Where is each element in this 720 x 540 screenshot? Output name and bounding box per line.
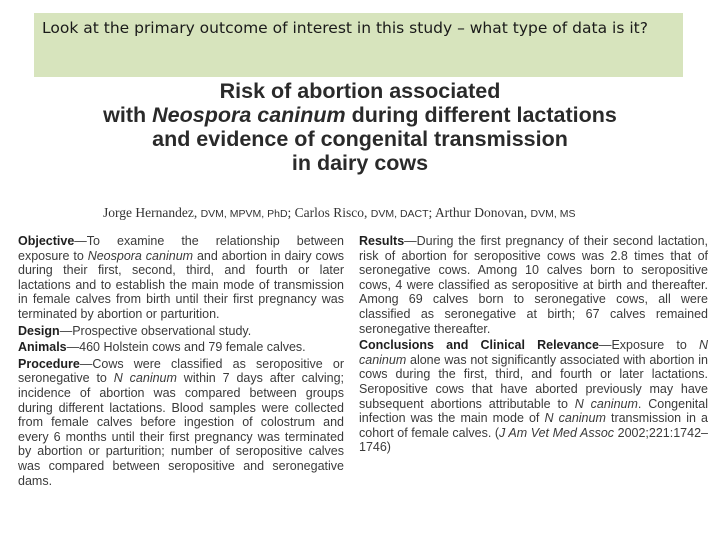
author-list — [103, 205, 575, 221]
procedure-label: Procedure — [18, 356, 80, 371]
conclusions-text-cont: . Congenital infection was the main mode of — [359, 396, 709, 426]
abstract-right-column — [359, 234, 708, 457]
objective-label: Objective — [18, 234, 75, 248]
objective-text: —To examine the relationship between exposure to — [18, 234, 344, 263]
conclusions-text: —Exposure to — [598, 338, 699, 353]
title-line-2 — [0, 103, 720, 127]
animals-label: Animals — [18, 340, 67, 355]
journal-name: J Am Vet Med Assoc — [499, 425, 615, 440]
conclusions-species: N caninum — [574, 396, 638, 411]
conclusions-text-cont: transmission in a cohort of female calves. ( — [359, 411, 708, 440]
author-credentials: DVM, MS — [530, 208, 576, 220]
title-line-2-rest: during different lactations — [351, 103, 617, 127]
objective-text-cont: and abortion in dairy cows during their first, second, third, and fourth or later lactations and to establish the main mode of transmission in female calves from birth until their first pregnancy was terminated by abortion or parturition. — [18, 248, 344, 321]
article-title — [0, 79, 720, 175]
design-section — [18, 324, 344, 339]
design-text: —Prospective observational study. — [59, 323, 252, 338]
question-banner — [34, 13, 683, 77]
author-separator: ; — [428, 205, 435, 220]
conclusions-text-cont: alone was not significantly associated with abortion in cows during the first, third, and fourth or later lactations. Seropositive cows that have aborted previously may have subsequent abortions attributable to — [359, 352, 708, 411]
procedure-text: —Cows were classified as seropositive or seronegative to — [18, 356, 344, 386]
procedure-text-cont: within 7 days after calving; incidence of abortion was compared between groups during different lactations. Blood samples were collected from female calves before ingestion of colostrum and every 6 months until their first pregnancy was terminated by abortion or parturition; number of seropositive calves was compared between seropositive and seronegative dams. — [18, 371, 345, 488]
procedure-species: N caninum — [113, 371, 177, 386]
procedure-section — [18, 357, 344, 488]
design-label: Design — [18, 323, 60, 338]
title-line-1: Risk of abortion associated — [219, 79, 501, 103]
author-separator: ; — [287, 205, 295, 220]
abstract-left-column — [18, 234, 344, 490]
conclusions-species: N caninum — [359, 338, 708, 367]
author-credentials: DVM, MPVM, PhD — [200, 208, 288, 220]
title-species: Neospora caninum — [152, 103, 346, 127]
objective-species: Neospora caninum — [87, 248, 194, 263]
objective-section — [18, 234, 344, 322]
conclusions-label: Conclusions and Clinical Relevance — [359, 338, 599, 353]
author-credentials: DVM, DACT — [370, 208, 429, 220]
results-label: Results — [359, 234, 405, 248]
title-line-3: and evidence of congenital transmission — [152, 127, 568, 151]
question-text: Look at the primary outcome of interest in this study – what type of data is it? — [42, 19, 648, 37]
conclusions-section — [359, 338, 708, 455]
title-prefix: with — [103, 103, 153, 127]
author-name: Arthur Donovan, — [434, 205, 528, 220]
results-text: —During the first pregnancy of their second lactation, risk of abortion for seropositive cows was 2.8 times that of seronegative cows. Among 10 calves born to seropositive cows, 4 were classified as seropositive at birth and thereafter. Among 69 calves born to seronegative cows, all were classified as seronegative at birth; 67 calves remained seronegative thereafter. — [359, 234, 708, 336]
title-line-4: in dairy cows — [291, 151, 429, 175]
citation-text: 2002;221:1742–1746) — [359, 425, 708, 455]
author-name: Jorge Hernandez, — [103, 205, 198, 220]
results-section — [359, 234, 708, 336]
author-name: Carlos Risco, — [294, 205, 368, 220]
animals-section — [18, 340, 344, 355]
animals-text: —460 Holstein cows and 79 female calves. — [66, 340, 306, 355]
conclusions-species: N caninum — [544, 411, 606, 426]
